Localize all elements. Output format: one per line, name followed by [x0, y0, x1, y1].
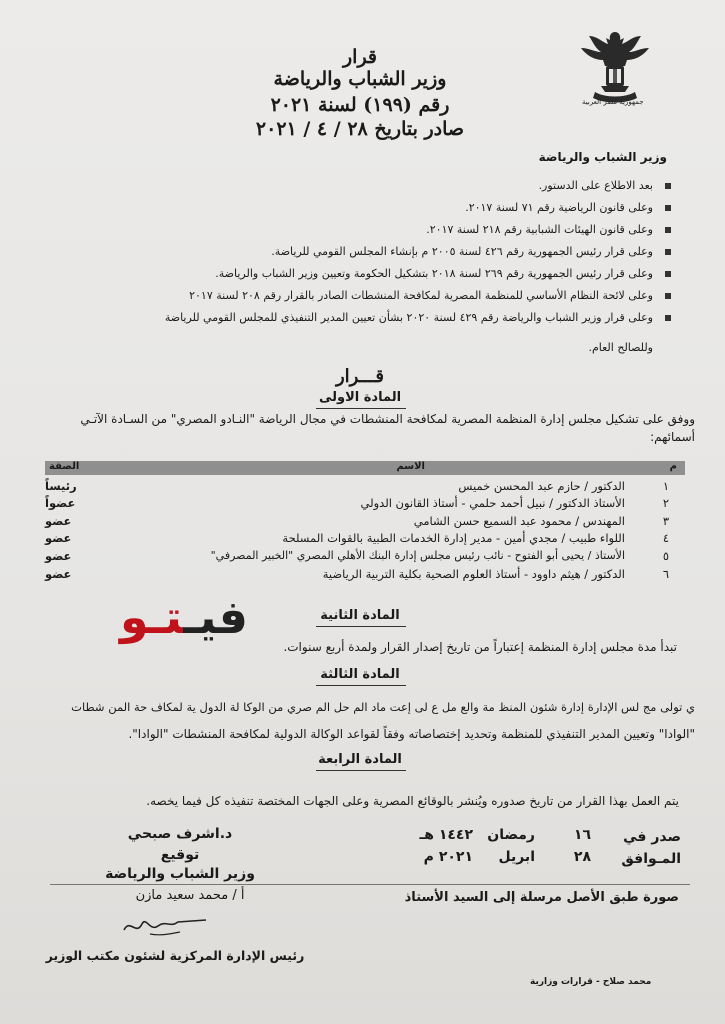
footer-credit: محمد صلاح - قرارات وزارية: [530, 977, 652, 987]
article4-text: يتم العمل بهذا القرار من تاريخ صدوره ويُنشر بالوقائع المصرية وعلى الجهات المختصة تنفيذه كل فيما يخصه.: [146, 794, 679, 808]
preamble-list: [53, 178, 673, 332]
article3-text-cont: "الوادا" وتعيين المدير التنفيذي للمنظمة وتحديد إختصاصاته وفقاً لقواعد الوكالة الدولية لمكافحة المنشطات "الوادا".: [128, 727, 695, 741]
table-row: ٥ الأستاذ / يحيى أبو الفتوح - نائب رئيس مجلس إدارة البنك الأهلي المصري "الخبير المصرفي" عضو: [45, 549, 669, 563]
signatory-title: وزير الشباب والرياضة: [105, 866, 255, 882]
article3-text: ي تولى مج لس الإدارة إدارة شئون المنظ مة والع مل ع لى إعت ماد الم حل الم صري من الوكا لة الدول ية لمكاف حة المن شطات: [71, 700, 695, 714]
article2-title: المادة الثانية: [320, 608, 400, 623]
preamble-item: بعد الاطلاع على الدستور.: [53, 178, 673, 193]
table-row: ٣ المهندس / محمود عبد السميع حسن الشامي عضو: [45, 514, 669, 528]
recipient-name: أ / محمد سعيد مازن: [135, 888, 245, 903]
hijri-year: ١٤٤٢ هـ: [419, 827, 473, 843]
site-logo: فيـتـو: [120, 590, 248, 644]
article1-text: ووفق على تشكيل مجلس إدارة المنظمة المصرية لمكافحة المنشطات في مجال الرياضة "النـادو المصري" من السـادة الآتـي: [80, 412, 695, 426]
header-minister: وزير الشباب والرياضة: [273, 68, 447, 90]
egypt-eagle-emblem-icon: [575, 26, 655, 108]
table-row: ٢ الأستاذ الدكتور / نبيل أحمد حلمي - أستاذ القانون الدولي عضواً: [45, 496, 669, 510]
issuer-label: وزير الشباب والرياضة: [538, 150, 667, 164]
preamble-item: وعلى قرار وزير الشباب والرياضة رقم ٤٢٩ لسنة ٢٠٢٠ بشأن تعيين المدير التنفيذي للمجلس القومي للرياضة: [53, 310, 673, 325]
table-row: ٤ اللواء طبيب / مجدي أمين - مدير إدارة الخدمات الطبية بالقوات المسلحة عضو: [45, 531, 669, 545]
table-row: ١ الدكتور / حازم عبد المحسن خميس رئيساً: [45, 479, 669, 493]
preamble-item: وعلى قرار رئيس الجمهورية رقم ٢٦٩ لسنة ٢٠١٨ بتشكيل الحكومة وتعيين وزير الشباب والرياضة.: [53, 266, 673, 281]
members-table-header: [45, 461, 685, 475]
corresponding-label: المـوافق: [621, 851, 681, 867]
issued-label: صدر في: [623, 829, 681, 845]
decision-title: قـــرار: [335, 366, 385, 387]
preamble-item: وعلى قرار رئيس الجمهورية رقم ٤٢٦ لسنة ٢٠٠٥ م بإنشاء المجلس القومي للرياضة.: [53, 244, 673, 259]
header-decision: قرار: [342, 46, 378, 68]
preamble-item: وعلى لائحة النظام الأساسي للمنظمة المصرية لمكافحة المنشطات الصادر بالقرار رقم ٢٠٨ لسنة ٢٠١٧: [53, 288, 673, 303]
greg-day: ٢٨: [573, 849, 591, 865]
article1-title: المادة الاولى: [318, 390, 402, 405]
preamble-item: وعلى قانون الهيئات الشبابية رقم ٢١٨ لسنة ٢٠١٧.: [53, 222, 673, 237]
handwritten-signature: [120, 908, 210, 940]
emblem-caption: جمهورية مصر العربية: [582, 98, 644, 106]
article1-text-cont: أسمائهم:: [650, 430, 695, 444]
header-date: صادر بتاريخ ٢٨ / ٤ / ٢٠٢١: [255, 118, 465, 140]
article4-title: المادة الرابعة: [318, 752, 402, 767]
preamble-tail: وللصالح العام.: [588, 341, 653, 354]
signature-label: توقيع: [160, 847, 200, 863]
greg-month: ابريل: [498, 849, 535, 865]
recipient-title: رئيس الإدارة المركزية لشئون مكتب الوزير: [45, 948, 305, 963]
preamble-item: وعلى قانون الرياضية رقم ٧١ لسنة ٢٠١٧.: [53, 200, 673, 215]
greg-year: ٢٠٢١ م: [423, 849, 473, 865]
header-number: رقم (١٩٩) لسنة ٢٠٢١: [270, 94, 450, 116]
signatory-name: د.اشرف صبحي: [127, 826, 233, 842]
copy-note: صورة طبق الأصل مرسلة إلى السيد الأستاذ: [404, 890, 679, 905]
col-name-header: الاسم: [396, 461, 425, 472]
article3-title: المادة الثالثة: [320, 667, 400, 682]
table-row: ٦ الدكتور / هيثم داوود - أستاذ العلوم الصحية بكلية التربية الرياضية عضو: [45, 567, 669, 581]
hijri-month: رمضان: [487, 827, 535, 843]
col-num-header: م: [669, 461, 677, 472]
col-role-header: الصفة: [49, 461, 80, 472]
article2-text: تبدأ مدة مجلس إدارة المنظمة إعتباراً من تاريخ إصدار القرار ولمدة أربع سنوات.: [283, 640, 677, 654]
hijri-day: ١٦: [573, 827, 591, 843]
